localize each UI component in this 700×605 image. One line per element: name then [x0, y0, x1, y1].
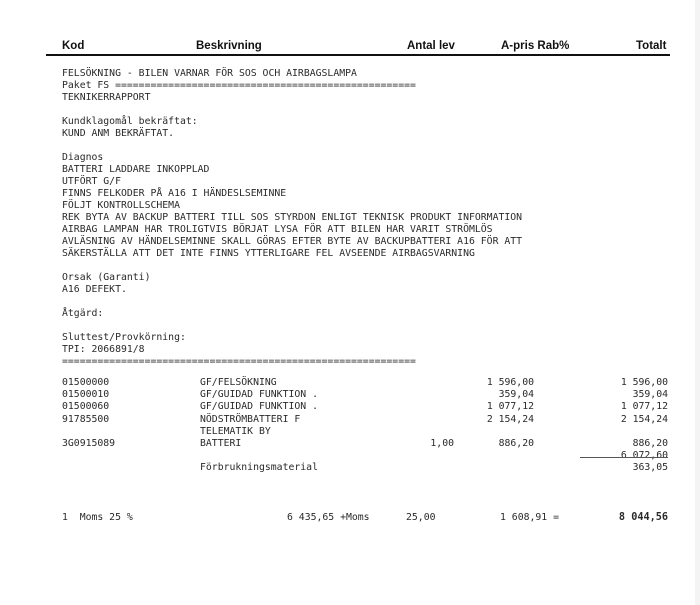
- col-header-kod: Kod: [62, 40, 85, 52]
- item-description: Förbrukningsmaterial: [200, 462, 318, 474]
- item-total: 363,05: [632, 462, 668, 474]
- table-row: [0, 377, 700, 389]
- item-total: 1 596,00: [620, 377, 668, 388]
- item-description: GF/GUIDAD FUNKTION .: [200, 401, 318, 413]
- report-line: FELSÖKNING - BILEN VARNAR FÖR SOS OCH AIRBAGSLAMPA: [62, 68, 357, 79]
- item-unit-price: 1 077,12: [486, 401, 534, 413]
- report-line: KUND ANM BEKRÄFTAT.: [62, 128, 175, 139]
- item-total: 1 077,12: [620, 401, 668, 413]
- col-header-beskrivning: Beskrivning: [196, 40, 262, 52]
- report-line: BATTERI LADDARE INKOPPLAD: [62, 164, 210, 175]
- item-quantity: 1,00: [430, 438, 454, 449]
- col-header-antal-lev: Antal lev: [407, 40, 455, 52]
- blank-line: [62, 104, 522, 116]
- report-line: AVLÄSNING AV HÄNDELSEMINNE SKALL GÖRAS EFTER BYTE AV BACKUPBATTERI A16 FÖR ATT: [62, 236, 523, 247]
- item-code: 01500010: [62, 389, 110, 401]
- report-line: Åtgärd:: [62, 308, 104, 319]
- table-row: [0, 414, 700, 426]
- item-code: 3G0915089: [62, 438, 116, 449]
- item-description: GF/FELSÖKNING: [200, 377, 277, 388]
- report-line: AIRBAG LAMPAN HAR TROLIGTVIS BÖRJAT LYSA FÖR ATT BILEN HAR VARIT STRÖMLÖS: [62, 224, 493, 235]
- item-description: BATTERI: [200, 438, 242, 449]
- report-line: Kundklagomål bekräftat:: [62, 116, 198, 127]
- report-line: ============================================================: [62, 356, 416, 367]
- item-code: 01500060: [62, 401, 110, 413]
- item-total: 6 072,60: [620, 450, 668, 462]
- item-unit-price: 359,04: [498, 389, 534, 401]
- header-divider: [46, 54, 670, 56]
- item-code: 01500000: [62, 377, 110, 388]
- report-line: UTFÖRT G/F: [62, 176, 121, 187]
- item-code: 91785500: [62, 413, 110, 425]
- item-total: 359,04: [632, 389, 668, 401]
- item-unit-price: 1 596,00: [486, 377, 534, 388]
- report-line: A16 DEFEKT.: [62, 284, 127, 295]
- item-total: 886,20: [632, 438, 668, 449]
- report-line: Sluttest/Provkörning:: [62, 332, 186, 343]
- grand-total: 8 044,56: [618, 512, 668, 523]
- moms-base: 6 435,65 +Moms: [287, 512, 370, 523]
- blank-line: [62, 296, 522, 308]
- report-line: Orsak (Garanti): [62, 272, 151, 283]
- report-line: FÖLJT KONTROLLSCHEMA: [62, 200, 180, 211]
- item-total: 2 154,24: [620, 413, 668, 425]
- report-line: REK BYTA AV BACKUP BATTERI TILL SOS STYRDON ENLIGT TEKNISK PRODUKT INFORMATION: [62, 212, 523, 223]
- report-line: TPI: 2066891/8: [62, 344, 145, 355]
- table-row: [0, 389, 700, 401]
- item-unit-price: 2 154,24: [486, 413, 534, 425]
- technician-report: [62, 68, 522, 368]
- item-description: GF/GUIDAD FUNKTION .: [200, 389, 318, 401]
- item-description: TELEMATIK BY: [200, 425, 271, 437]
- table-row: [0, 462, 700, 474]
- report-line: Paket FS ===================================================: [62, 80, 416, 91]
- report-line: SÄKERSTÄLLA ATT DET INTE FINNS YTTERLIGARE FEL AVSEENDE AIRBAGSVARNING: [62, 248, 475, 259]
- col-header-a-pris-rab: A-pris Rab%: [501, 40, 570, 52]
- moms-amount: 1 608,91 =: [500, 512, 559, 523]
- moms-rate: 25,00: [406, 512, 436, 523]
- blank-line: [62, 260, 522, 272]
- report-line: TEKNIKERRAPPORT: [62, 92, 151, 103]
- table-row: [0, 401, 700, 413]
- item-unit-price: 886,20: [498, 438, 534, 449]
- page-edge: [695, 0, 700, 605]
- subtotal-rule: [580, 457, 668, 458]
- moms-label: 1 Moms 25 %: [62, 512, 133, 523]
- blank-line: [62, 140, 522, 152]
- table-row: [0, 438, 700, 450]
- report-line: FINNS FELKODER PÅ A16 I HÄNDESLSEMINNE: [62, 188, 287, 199]
- report-line: Diagnos: [62, 152, 104, 163]
- item-description: NÖDSTRÖMBATTERI F: [200, 413, 301, 425]
- blank-line: [62, 320, 522, 332]
- col-header-totalt: Totalt: [636, 40, 667, 52]
- table-row: [0, 426, 700, 438]
